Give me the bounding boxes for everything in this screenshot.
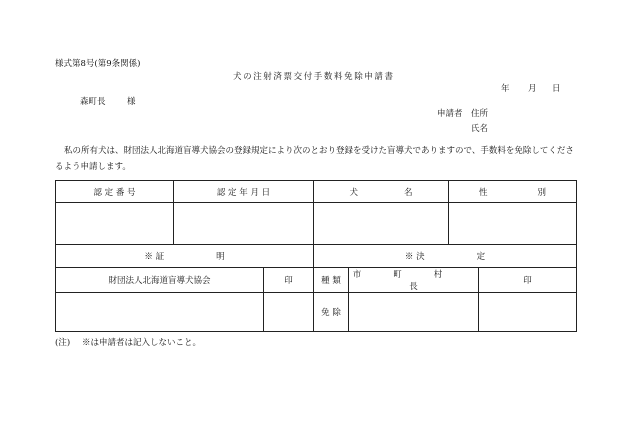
chief-seal-cell[interactable] bbox=[479, 293, 577, 332]
village-char: 村 bbox=[433, 270, 443, 280]
certification-header-2: 明 bbox=[216, 252, 225, 262]
decision-header-1: ※ 決 bbox=[404, 252, 425, 262]
form-number: 様式第8号(第9条関係) bbox=[55, 59, 141, 69]
note-label: (注) bbox=[55, 338, 71, 348]
date-year: 年 bbox=[501, 84, 510, 94]
header-cert-number: 認 定 番 号 bbox=[56, 181, 174, 203]
exemption-cell[interactable] bbox=[349, 293, 479, 332]
addressee: 森町長 bbox=[80, 97, 106, 107]
address-label: 住所 bbox=[471, 109, 489, 119]
header-dog-name bbox=[314, 181, 449, 203]
header-sex bbox=[449, 181, 577, 203]
cell-cert-number[interactable] bbox=[56, 203, 174, 245]
header-name: 名 bbox=[404, 187, 413, 198]
association-cert-cell[interactable] bbox=[56, 293, 264, 332]
header-sex-1: 性 bbox=[478, 187, 488, 198]
decision-header bbox=[314, 245, 577, 268]
type-label: 種 類 bbox=[314, 268, 349, 293]
header-sex-2: 別 bbox=[537, 187, 547, 198]
date-month: 月 bbox=[528, 84, 537, 94]
certification-header-1: ※ 証 bbox=[144, 252, 165, 262]
header-dog: 犬 bbox=[349, 187, 358, 198]
cell-sex[interactable] bbox=[449, 203, 577, 245]
note-text: ※は申請者は記入しないこと。 bbox=[82, 338, 202, 348]
cell-cert-date[interactable] bbox=[174, 203, 314, 245]
form-table bbox=[55, 180, 577, 332]
name-label: 氏名 bbox=[471, 124, 489, 134]
chief-seal-label: 印 bbox=[479, 268, 577, 293]
association-seal-label: 印 bbox=[264, 268, 314, 293]
cell-dog-name[interactable] bbox=[314, 203, 449, 245]
addressee-honorific: 様 bbox=[127, 97, 136, 107]
city-char: 市 bbox=[352, 270, 362, 280]
association-seal-cell[interactable] bbox=[264, 293, 314, 332]
town-char: 町 bbox=[393, 270, 402, 280]
applicant-label: 申請者 bbox=[437, 109, 463, 119]
exemption-label: 免 除 bbox=[314, 293, 349, 332]
header-cert-date: 認 定 年 月 日 bbox=[174, 181, 314, 203]
form-title: 犬の注射済票交付手数料免除申請書 bbox=[233, 72, 395, 82]
certification-header bbox=[56, 245, 314, 268]
date-day: 日 bbox=[552, 84, 561, 94]
request-body: 私の所有犬は、財団法人北海道盲導犬協会の登録規定により次のとおり登録を受けた盲導犬でありますので、手数料を免除してくださるよう申請します。 bbox=[55, 146, 574, 172]
municipal-chief bbox=[349, 268, 479, 293]
association-name: 財団法人北海道盲導犬協会 bbox=[56, 268, 264, 293]
decision-header-2: 定 bbox=[476, 252, 486, 262]
chief-char: 長 bbox=[409, 282, 418, 292]
